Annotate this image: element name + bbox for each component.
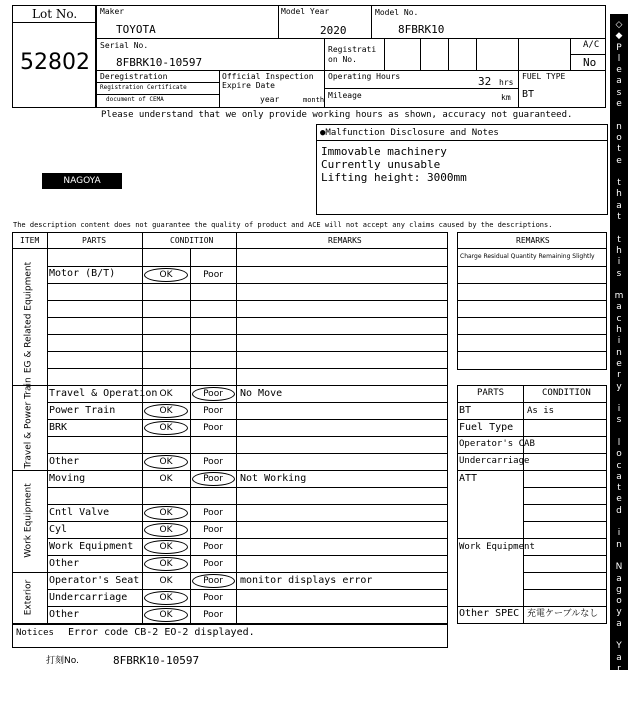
row-remarks: monitor displays error [240,575,373,586]
model-no-value: 8FBRK10 [398,23,445,36]
side-char: i [617,528,621,539]
side-char: d [616,675,622,686]
divider [457,283,607,284]
side-char: h [616,189,622,200]
notices-text: Error code CB-2 EO-2 displayed. [68,627,255,638]
side-char [610,517,628,528]
side-char: P [616,42,622,53]
side-char: e [616,358,622,369]
fuel-type-value: BT [522,89,535,100]
side-symbol: ◆ [615,31,623,42]
divider [47,453,448,454]
divider [47,504,448,505]
poor-option: Poor [203,270,223,280]
divider [96,38,606,39]
side-char: l [617,437,621,448]
group-exterior: Exterior [23,579,34,616]
notices-label: Notices [16,628,54,638]
side-char: t [617,212,621,223]
poor-option: Poor [203,406,223,416]
divider [219,70,220,108]
stamp-value: 8FBRK10-10597 [113,654,200,667]
malfunction-line: Lifting height: 3000mm [321,171,467,184]
cema-label: document of CEMA [106,96,164,103]
side-char [610,110,628,121]
side-char: i [617,257,621,268]
side-symbol: ◇ [615,20,623,30]
side-char: c [616,460,622,471]
side-char: a [616,652,622,663]
month-label: month [303,96,325,104]
side-symbol: ◇ [615,697,623,708]
side-char: r [617,663,621,674]
side-char: Y [616,641,622,652]
ok-option: OK [159,423,173,433]
side-char: e [616,155,622,166]
divider [96,70,324,71]
divider [47,538,448,539]
divider [518,38,519,108]
divider [47,589,448,590]
side-char: a [616,200,622,211]
divider [457,606,607,607]
ok-option: OK [159,474,173,484]
item-header: ITEM [20,236,40,245]
divider [448,38,449,70]
hours-value: 32 [478,75,492,88]
side-char: t [617,483,621,494]
row-part: Moving [49,473,86,484]
divider [457,436,607,437]
side-char: h [616,325,622,336]
divider [47,419,448,420]
divider [476,38,477,70]
registration-label: Registrati on No. [328,45,377,64]
side-char: a [616,76,622,87]
right-part-other-spec-value: 充電ケーブルなし [527,609,599,619]
side-char: a [616,302,622,313]
divider [457,453,607,454]
divider [47,555,448,556]
divider [12,470,448,471]
hours-label: Operating Hours [328,72,401,81]
divider [523,589,607,590]
ok-option: OK [159,593,173,603]
poor-option: Poor [203,525,223,535]
divider [47,368,448,369]
poor-option: Poor [203,474,223,484]
side-char: l [617,53,621,64]
group-eg: EG & Related Equipment [23,261,34,374]
side-char: y [616,381,622,392]
right-remarks-header: REMARKS [516,236,550,245]
row-part: Motor (B/T) [49,268,116,279]
side-char: t [617,144,621,155]
divider [371,5,372,38]
ac-value: No [583,56,597,69]
side-char: t [617,178,621,189]
side-char: s [616,87,622,98]
divider [570,54,606,55]
registration-certificate-label: Registration Certificate [100,84,187,91]
disclaimer: The description content does not guarantee the quality of product and ACE will not accept any claims caused by the descriptions. [13,221,553,229]
side-char: m [614,291,624,302]
side-char: s [616,415,622,426]
right-part-operators-cab: Operator's CAB [459,439,535,449]
side-char [610,280,628,291]
row-part: Operator's Seat [49,575,140,586]
side-symbol: ◆ [615,686,623,697]
side-char: y [616,607,622,618]
poor-option: Poor [203,610,223,620]
hours-notice: Please understand that we only provide working hours as shown, accuracy not guaranteed. [101,110,573,120]
right-part-undercarriage: Undercarriage [459,456,530,466]
divider [523,504,607,505]
side-char: t [617,234,621,245]
divider [570,38,571,70]
side-char: a [616,618,622,629]
stamp-label: 打刻No. [46,656,79,666]
ok-option: OK [159,270,173,280]
serial-value: 8FBRK10-10597 [116,56,203,69]
divider [523,487,607,488]
poor-option: Poor [203,508,223,518]
divider [457,470,607,471]
malfunction-line: Currently unusable [321,158,441,171]
side-char: c [616,313,622,324]
side-char: o [616,596,622,607]
side-char: h [616,245,622,256]
right-part-work-equipment: Work Equipment [459,542,535,552]
divider [523,555,607,556]
poor-option: Poor [203,576,223,586]
serial-label: Serial No. [100,41,149,50]
ok-option: OK [159,389,173,399]
row-remarks: No Move [240,388,283,399]
side-char: n [616,539,622,550]
divider [523,572,607,573]
side-char: g [616,584,622,595]
side-char: e [616,494,622,505]
divider [316,140,608,141]
divider [457,351,607,352]
divider [96,94,219,95]
mileage-label: Mileage [328,91,362,100]
hours-unit: hrs [499,78,514,87]
divider [457,317,607,318]
divider [47,334,448,335]
poor-option: Poor [203,542,223,552]
side-char [610,167,628,178]
side-char: e [616,65,622,76]
side-char: d [616,505,622,516]
divider [47,487,448,488]
maker-label: Maker [100,7,125,16]
divider [47,300,448,301]
model-year-label: Model Year [281,7,330,16]
divider [47,606,448,607]
side-char [610,223,628,234]
malfunction-line: Immovable machinery [321,145,447,158]
row-part: Other [49,558,80,569]
right-part-bt: BT [459,405,472,416]
poor-option: Poor [203,423,223,433]
ac-label: A/C [583,40,600,50]
divider [457,538,607,539]
inspection-label: Official Inspection Expire Date [222,72,314,90]
divider [457,334,607,335]
side-char [610,551,628,562]
row-part: Other [49,456,80,467]
side-char: r [617,370,621,381]
right-part-bt-condition: As is [527,406,555,416]
divider [47,436,448,437]
divider [12,22,96,23]
mileage-unit: km [501,93,511,102]
ok-option: OK [159,610,173,620]
divider [420,38,421,70]
side-char: i [617,404,621,415]
ok-option: OK [159,406,173,416]
parts-header: PARTS [82,236,107,245]
poor-option: Poor [203,457,223,467]
divider [457,402,607,403]
fuel-type-label: FUEL TYPE [522,72,566,81]
divider [47,232,48,624]
lot-number: 52802 [20,50,90,75]
divider [47,317,448,318]
row-part: Travel & Operation [49,388,158,399]
divider [142,232,143,624]
row-remarks: Not Working [240,473,307,484]
side-char: e [616,99,622,110]
side-char: N [615,562,623,573]
charge-note: Charge Residual Quantity Remaining Slightly [460,253,595,260]
divider [278,5,279,38]
remarks-header: REMARKS [328,236,362,245]
row-part: Cyl [49,524,68,535]
divider [236,232,237,624]
divider [47,266,448,267]
side-char: s [616,268,622,279]
divider [47,283,448,284]
ok-option: OK [159,457,173,467]
divider [47,521,448,522]
right-part-fuel-type: Fuel Type [459,422,514,433]
right-parts-header: PARTS [477,388,505,398]
side-char: n [616,347,622,358]
poor-option: Poor [203,593,223,603]
side-char [610,427,628,438]
divider [12,385,448,386]
right-part-att: ATT [459,473,478,484]
row-part: Work Equipment [49,541,134,552]
divider [457,266,607,267]
year-label: year [260,95,280,104]
right-condition-header: CONDITION [542,388,591,398]
side-char [610,393,628,404]
poor-option: Poor [203,389,223,399]
divider [96,82,219,83]
maker-value: TOYOTA [116,23,156,36]
row-part: BRK [49,422,68,433]
ok-option: OK [159,576,173,586]
divider [12,572,448,573]
divider [324,88,518,89]
row-part: Other [49,609,80,620]
divider [47,351,448,352]
divider [457,300,607,301]
side-char: o [616,449,622,460]
side-char: i [617,336,621,347]
divider [324,38,325,108]
deregistration-label: Deregistration [100,72,168,81]
lot-label: Lot No. [32,7,78,21]
divider [457,248,607,249]
side-char: a [616,471,622,482]
divider [523,521,607,522]
divider [457,419,607,420]
ok-option: OK [159,559,173,569]
ok-option: OK [159,542,173,552]
side-char: o [616,132,622,143]
group-travel: Travel & Power Train [23,377,34,469]
condition-header: CONDITION [170,236,214,245]
side-char: n [616,121,622,132]
side-note [610,14,628,709]
poor-option: Poor [203,559,223,569]
side-char [610,630,628,641]
divider [47,402,448,403]
malfunction-title: ●Malfunction Disclosure and Notes [320,128,499,138]
divider [324,70,606,71]
row-part: Cntl Valve [49,507,110,518]
right-part-other-spec: Other SPEC [459,608,520,619]
divider [12,248,448,249]
model-year-value: 2020 [320,24,347,37]
divider [384,38,385,70]
side-char: a [616,573,622,584]
ok-option: OK [159,525,173,535]
side-strip [610,14,628,708]
location-badge-label: NAGOYA [63,176,101,186]
row-part: Undercarriage [49,592,128,603]
row-part: Power Train [49,405,116,416]
group-work: Work Equipment [23,483,34,558]
ok-option: OK [159,508,173,518]
model-no-label: Model No. [375,8,419,17]
